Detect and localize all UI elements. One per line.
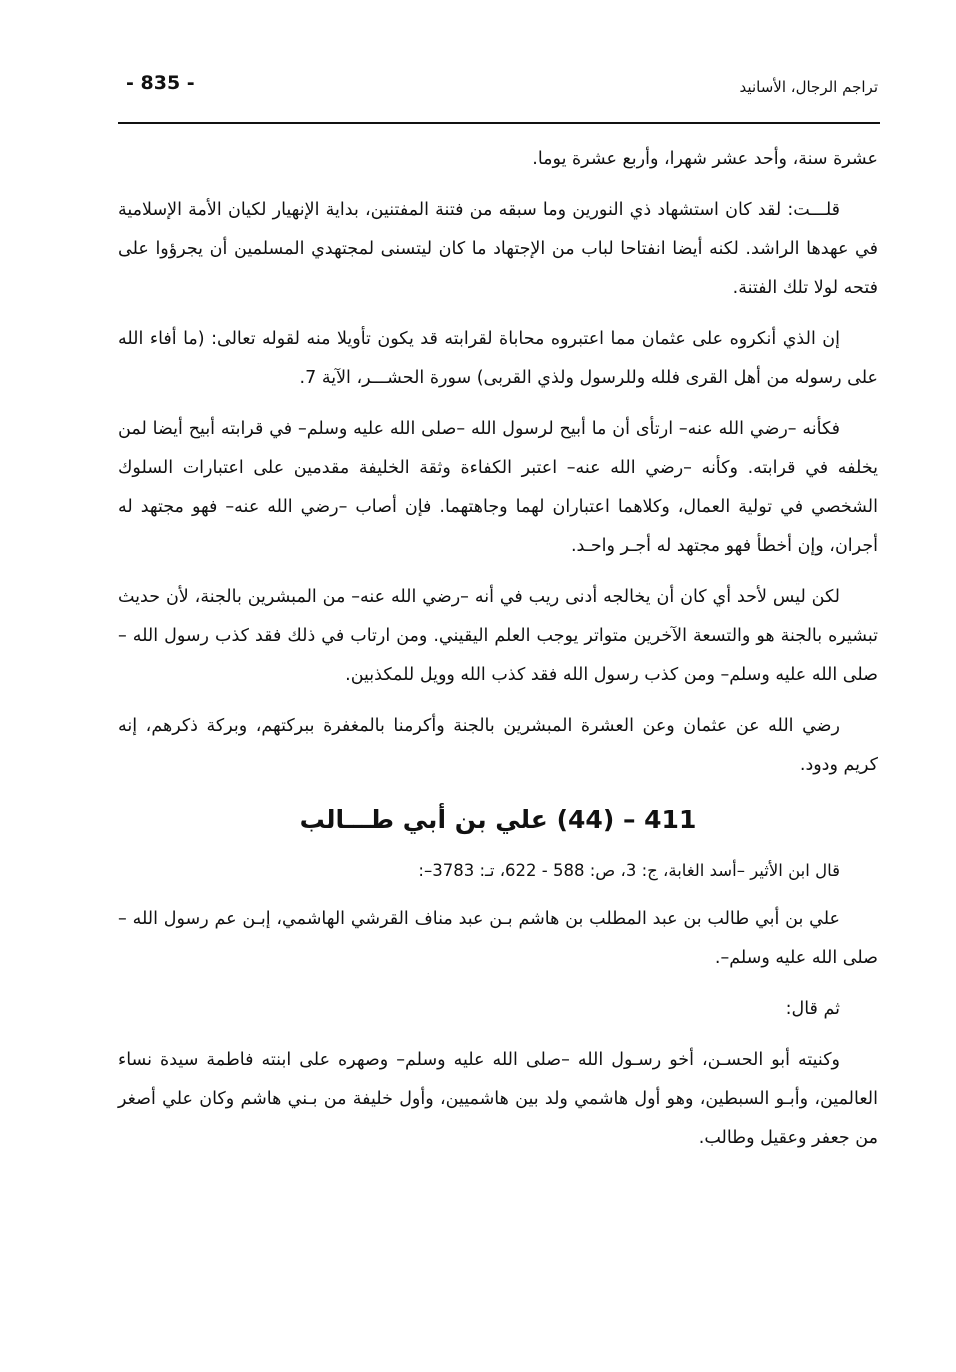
paragraph-dua: رضي الله عن عثمان وعن العشرة المبشرين بالجنة وأكرمنا بالمغفرة ببركتهم، وبركة ذكرهم، إنه كريم ودود. [118,716,878,775]
section-heading: 411 – (44) علي بن أبي طـــالب [299,805,697,834]
header-rule [118,122,880,124]
paragraph-mubashsharin: لكن ليس لأحد أي كان أن يخالجه أدنى ريب في أنه –رضي الله عنه– من المبشرين بالجنة، لأن حديث تبشيره بالجنة هو والتسعة الآخرين متواتر يوجب العلم اليقيني. ومن ارتاب في ذلك فقد كذب رسول الله –صلى الله عليه وسلم– ومن كذب رسول الله فقد كذب الله وويل للمكذبين. [118,587,878,685]
paragraph-kunya: وكنيته أبو الحسـن، أخو رسـول الله –صلى الله عليه وسلم– وصهره على ابنته فاطمة سيدة نساء العالمين، وأبـو السبطين، وهو أول هاشمي ولد بين هاشميين، وأول خليفة من بـني هاشم وكان علي أصغر من جعفر وعقيل وطالب. [118,1050,878,1148]
page-header [118,72,878,104]
paragraph-continuation: عشرة سنة، وأحد عشر شهرا، وأربع عشرة يوما. [532,149,878,169]
page-number: - 835 - [126,72,195,94]
page-body [118,140,878,1170]
source-citation: قال ابن الأثير –أسد الغابة، ج: 3، ص: 588 - 622، تـ: 3783–: [418,861,840,880]
paragraph-lineage: علي بن أبي طالب بن عبد المطلب بن هاشم بـن عبد مناف القرشي الهاشمي، إبـن عم رسول الله –صلى الله عليه وسلم–. [118,909,878,968]
paragraph-quran-verse: إن الذي أنكروه على عثمان مما اعتبروه محاباة لقرابته قد يكون تأويلا منه لقوله تعالى: (ما أفاء الله على رسوله من أهل القرى فلله وللرسول ولذي القربى) سورة الحشـــر، الآية 7. [118,329,878,388]
paragraph-ijtihad: فكأنه –رضي الله عنه– ارتأى أن ما أبيح لرسول الله –صلى الله عليه وسلم– في قرابته أبيح أيضا لمن يخلفه في قرابته. وكأنه –رضي الله عنه– اعتبر الكفاءة وثقة الخليفة مقدمين على اعتبارات السلوك الشخصي في تولية العمال، وكلاهما اعتباران لهما وجاهتهما. فإن أصاب –رضي الله عنه– فهو مجتهد له أجران، وإن أخطأ فهو مجتهد له أجـر واحـد. [118,419,878,556]
running-title: تراجم الرجال، الأسانيد [739,78,878,96]
paragraph-qult: قلـــت: لقد كان استشهاد ذي النورين وما سبقه من فتنة المفتنين، بداية الإنهيار لكيان الأمة الإسلامية في عهدها الراشد. لكنه أيضا انفتاحا لباب من الإجتهاد ما كان ليتسنى لمجتهدي المسلمين أن يجرؤوا على فتحه لولا تلك الفتنة. [118,200,878,298]
paragraph-thumma-qal: ثم قال: [785,999,840,1019]
